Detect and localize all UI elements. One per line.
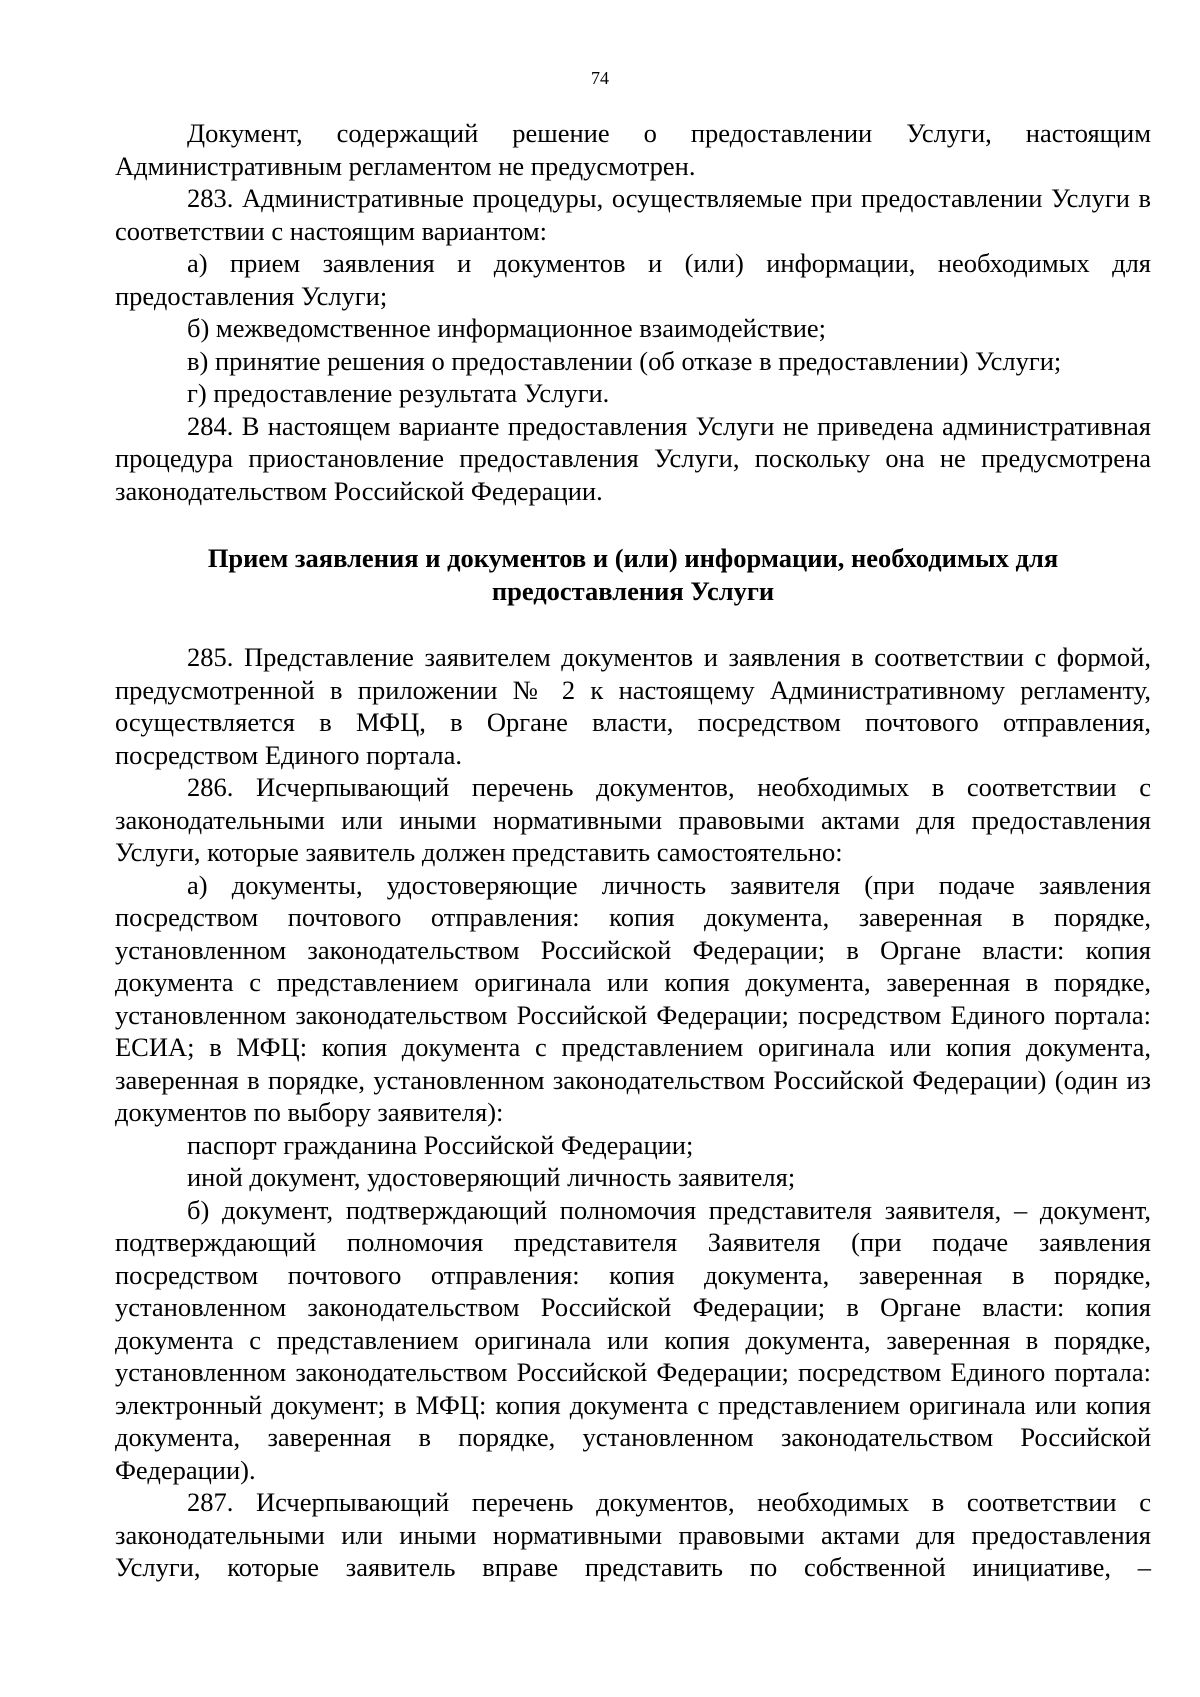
paragraph-286-a: а) документы, удостоверяющие личность заявителя (при подаче заявления посредством почтового отправления: копия документа, заверенная в порядке, установленном законодательством Российской Федерации; в Органе власти: копия документа с представлением оригинала или копия документа, заверенная в порядке, установленном законодательством Российской Федерации; посредством Единого портала: ЕСИА; в МФЦ: копия документа с представлением оригинала или копия документа, заверенная в порядке, установленном законодательством Российской Федерации) (один из документов по выбору заявителя):	[115, 869, 1151, 1127]
document-body	[115, 117, 1151, 1584]
paragraph-286-b: б) документ, подтверждающий полномочия представителя заявителя, – документ, подтверждающий полномочия представителя Заявителя (при подаче заявления посредством почтового отправления: копия документа, заверенная в порядке, установленном законодательством Российской Федерации; в Органе власти: копия документа с представлением оригинала или копия документа, заверенная в порядке, установленном законодательством Российской Федерации; посредством Единого портала: электронный документ; в МФЦ: копия документа с представлением оригинала или копия документа, заверенная в порядке, установленном законодательством Российской Федерации).	[115, 1194, 1151, 1485]
paragraph-286: 286. Исчерпывающий перечень документов, необходимых в соответствии с законодательными или иными нормативными правовыми актами для предоставления Услуги, которые заявитель должен представить самостоятельно:	[115, 772, 1151, 867]
paragraph-285: 285. Представление заявителем документов и заявления в соответствии с формой, предусмотренной в приложении № 2 к настоящему Административному регламенту, осуществляется в МФЦ, в Органе власти, посредством почтового отправления, посредством Единого портала.	[115, 642, 1151, 770]
paragraph-283-a: а) прием заявления и документов и (или) информации, необходимых для предоставления Услуги;	[115, 248, 1151, 311]
paragraph-283: 283. Административные процедуры, осуществляемые при предоставлении Услуги в соответствии с настоящим вариантом:	[115, 183, 1151, 246]
section-heading: Прием заявления и документов и (или) информации, необходимых для предоставления Услуги	[207, 543, 1059, 606]
paragraph-other-id: иной документ, удостоверяющий личность заявителя;	[187, 1162, 796, 1192]
paragraph-283-v: в) принятие решения о предоставлении (об отказе в предоставлении) Услуги;	[187, 345, 1062, 376]
paragraph-283-b: б) межведомственное информационное взаимодействие;	[187, 313, 827, 343]
paragraph-287: 287. Исчерпывающий перечень документов, необходимых в соответствии с законодательными или иными нормативными правовыми актами для предоставления Услуги, которые заявитель вправе представить по собственной инициативе, –	[115, 1487, 1151, 1582]
paragraph-284: 284. В настоящем варианте предоставления Услуги не приведена административная процедура приостановление предоставления Услуги, поскольку она не предусмотрена законодательством Российской Федерации.	[115, 410, 1151, 506]
page-number: 74	[591, 68, 609, 88]
paragraph-document-decision: Документ, содержащий решение о предоставлении Услуги, настоящим Административным регламентом не предусмотрен.	[115, 118, 1151, 181]
paragraph-283-g: г) предоставление результата Услуги.	[187, 378, 610, 408]
paragraph-passport: паспорт гражданина Российской Федерации;	[187, 1129, 694, 1160]
